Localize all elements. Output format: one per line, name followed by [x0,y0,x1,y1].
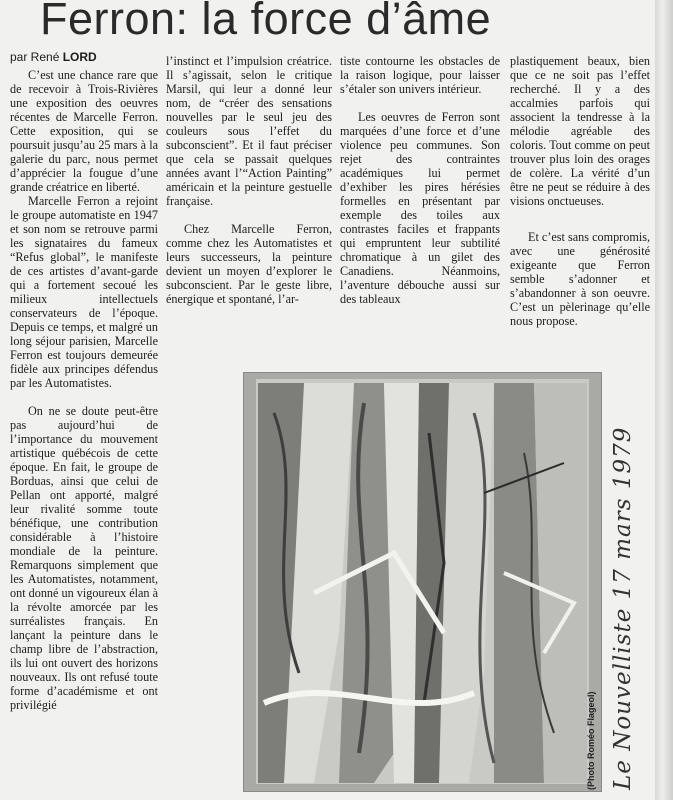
paragraph: l’instinct et l’impulsion créatrice. Il s’agissait, selon le critique Marsil, qui leur a donné leur nom, de “créer des sensations nouvelles par le seul jeu des couleurs sous l’effet du subconscient”. Et il faut préciser que cela se passait quelques années avant l’“Action Painting” américain et la peinture gestuelle française. [166,54,332,208]
byline [10,50,97,64]
byline-prefix: par René [10,50,60,64]
paragraph: On ne se doute peut-être pas aujourd’hui de l’importance du mouvement artistique québécois de cette époque. En fait, le groupe de Borduas, ainsi que celui de Pellan ont apporté, malgré leur rivalité somme toute bénéfique, une contribution considérable à l’histoire mondiale de la peinture. Remarquons simplement que les Automatistes, notamment, ont donné un vigoureux élan à la révolte amorcée par les surréalistes français. En lançant la peinture dans le champ libre de l’abstraction, ils lui ont ouvert des horizons nouveaux. Ils ont refusé toute forme d’académisme et ont privilégié [10,404,158,712]
paragraph: Et c’est sans compromis, avec une générosité exigeante que Ferron semble s’adonner et s’abandonner à son oeuvre. C’est un pèlerinage qu’elle nous propose. [510,230,650,328]
paragraph: C’est une chance rare que de recevoir à Trois-Rivières une exposition des oeuvres récentes de Marcelle Ferron. Cette exposition, qui se poursuit jusqu’au 25 mars à la galerie du parc, nous permet d’apprécier la fougue d’une grande créatrice en liberté. [10,68,158,194]
paper-edge [655,0,673,800]
paragraph: Marcelle Ferron a rejoint le groupe automatiste en 1947 et son nom se retrouve parmi les signataires du fameux “Refus global”, le manifeste de ces artistes d’avant-garde qui a fortement secoué les milieux intellectuels conservateurs de l’époque. Depuis ce temps, et malgré un long séjour parisien, Marcelle Ferron est toujours demeurée fidèle aux principes défendus par les Automatistes. [10,194,158,390]
abstract-painting-image [244,373,601,791]
text-column-2 [166,54,332,306]
byline-author: LORD [62,50,97,64]
painting-photo [243,372,602,792]
paragraph: tiste contourne les obstacles de la raison logique, pour laisser s’étaler son univers intérieur. [340,54,500,96]
text-column-3 [340,54,500,306]
text-column-4 [510,54,650,328]
handwritten-source-note: Le Nouvelliste 17 mars 1979 [610,426,636,790]
paragraph: Les oeuvres de Ferron sont marquées d’une force et d’une violence peu communes. Son rejet des contraintes académiques lui permet d’exhiber les pires hérésies formelles en présentant par exemple des toiles aux contrastes faciles et frappants qui empruntent leur subtilité chromatique à un gilet des Canadiens. Néanmoins, l’aventure débouche aussi sur des tableaux [340,110,500,306]
paragraph: plastiquement beaux, bien que ce ne soit pas l’effet recherché. Il y a des accalmies parfois qui associent la tendresse à la mélodie agréable des coloris. Tout comme on peut trouver plus loin des orages de colère. La vérité d’un être ne peut se réduire à des visions onctueuses. [510,54,650,208]
paragraph: Chez Marcelle Ferron, comme chez les Automatistes et leurs successeurs, la peinture devient un moyen d’explorer le subconscient. Par le geste libre, énergique et spontané, l’ar- [166,222,332,306]
headline: Ferron: la force d’âme [40,0,492,44]
photo-credit [586,650,600,790]
text-column-1 [10,68,158,712]
photo-credit-text: (Photo Roméo Flageol) [586,691,596,790]
